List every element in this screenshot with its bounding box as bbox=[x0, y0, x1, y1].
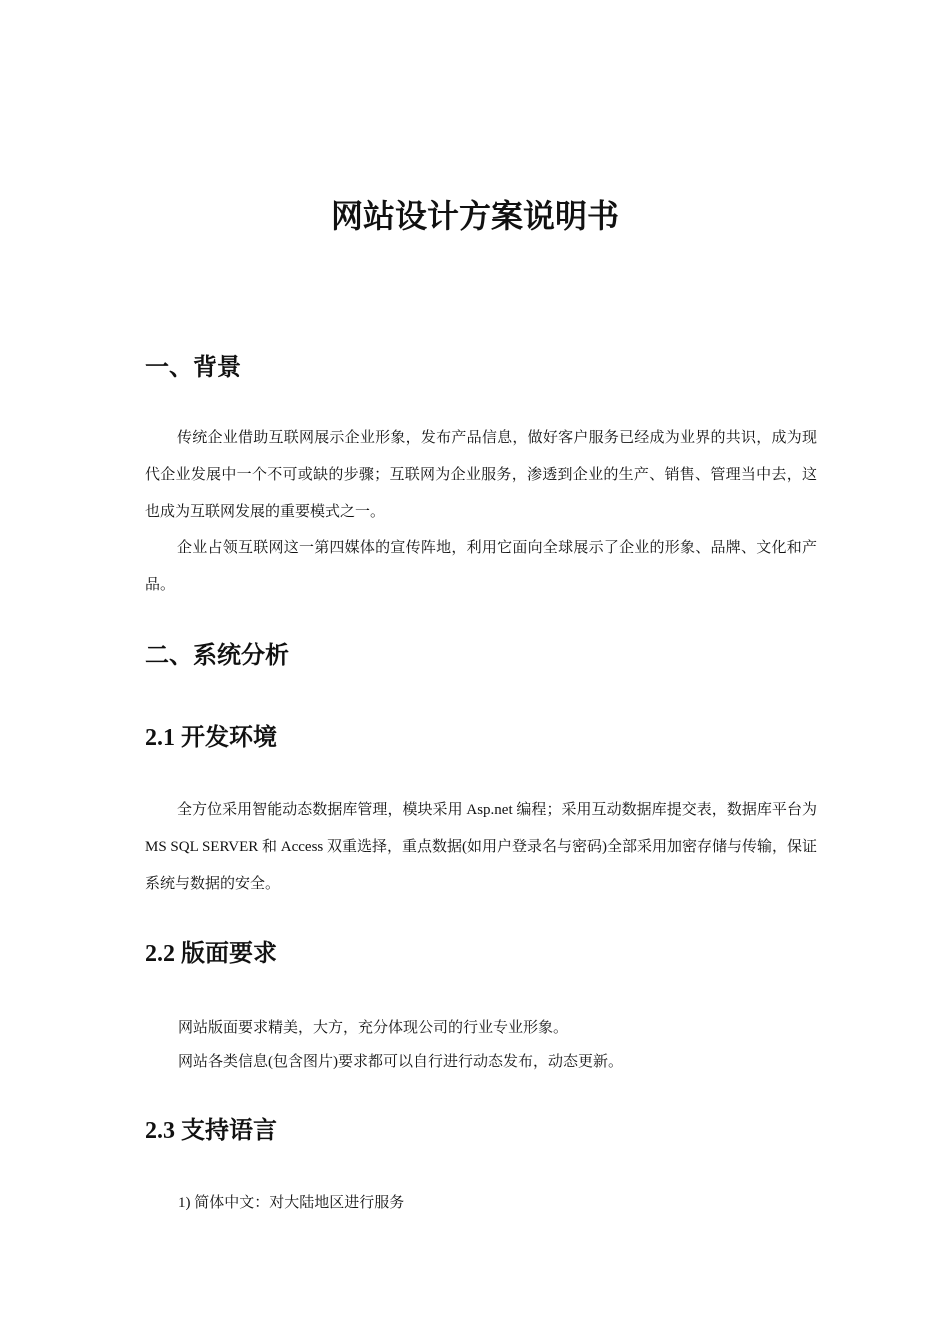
subsection-heading-language: 2.3 支持语言 bbox=[145, 1118, 277, 1144]
subsection-heading-dev-env: 2.1 开发环境 bbox=[145, 725, 277, 751]
layout-line-1: 网站版面要求精美，大方，充分体现公司的行业专业形象。 bbox=[178, 1020, 569, 1036]
layout-line-2: 网站各类信息(包含图片)要求都可以自行进行动态发布，动态更新。 bbox=[178, 1054, 623, 1070]
section-heading-analysis: 二、系统分析 bbox=[145, 640, 289, 669]
background-paragraph-1: 传统企业借助互联网展示企业形象，发布产品信息，做好客户服务已经成为业界的共识，成为现代企业发展中一个不可或缺的步骤；互联网为企业服务，渗透到企业的生产、销售、管理当中去，这也成为互联网发展的重要模式之一。 bbox=[145, 430, 817, 520]
background-paragraph-2: 企业占领互联网这一第四媒体的宣传阵地，利用它面向全球展示了企业的形象、品牌、文化和产品。 bbox=[145, 540, 817, 593]
dev-env-paragraph: 全方位采用智能动态数据库管理，模块采用 Asp.net 编程；采用互动数据库提交表，数据库平台为 MS SQL SERVER 和 Access 双重选择，重点数据(如用户登录名与密码)全部采用加密存储与传输，保证系统与数据的安全。 bbox=[145, 802, 817, 892]
subsection-heading-layout: 2.2 版面要求 bbox=[145, 941, 277, 967]
language-list-item: 1) 简体中文：对大陆地区进行服务 bbox=[178, 1195, 405, 1211]
document-title: 网站设计方案说明书 bbox=[330, 197, 619, 235]
section-heading-background: 一、背景 bbox=[145, 352, 241, 381]
